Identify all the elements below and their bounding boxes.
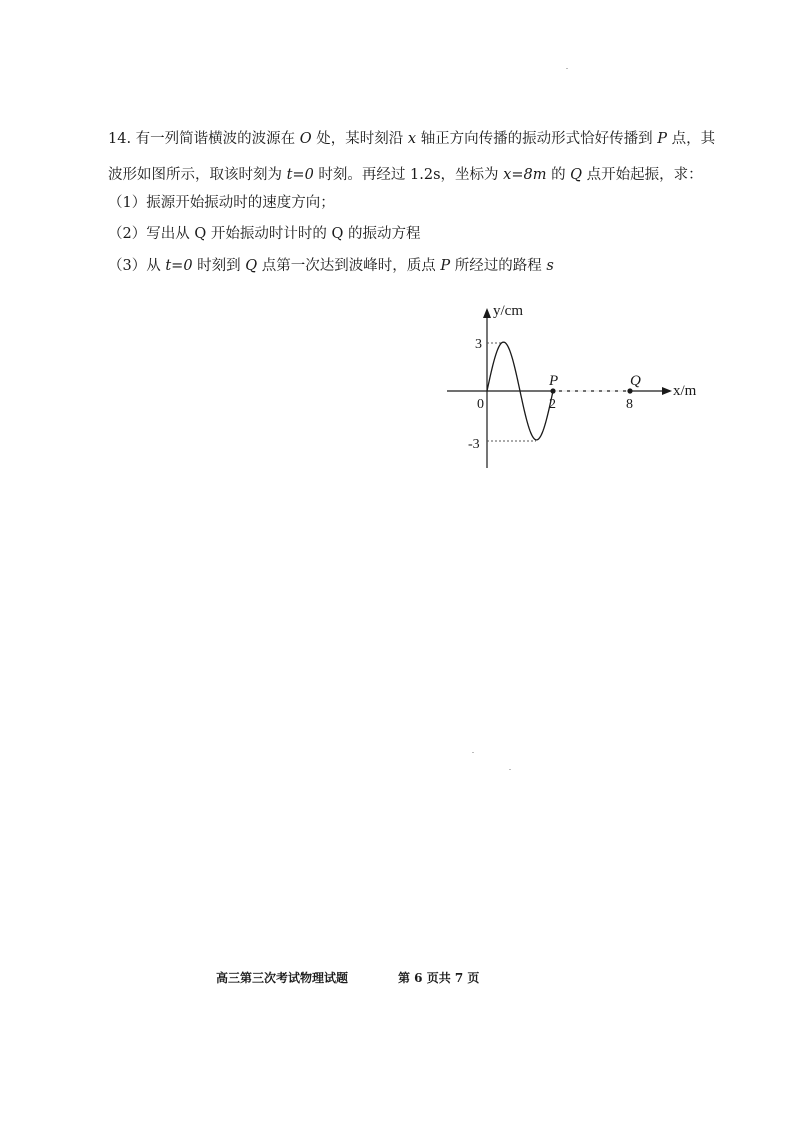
y-axis-arrow-icon xyxy=(483,308,491,318)
sub-question-label: （2） xyxy=(108,226,147,242)
var-s: s xyxy=(546,258,554,274)
scan-speck xyxy=(509,769,511,770)
scan-speck xyxy=(472,752,474,753)
sub-question-label: （3） xyxy=(108,258,147,274)
var-x: x xyxy=(407,131,417,147)
point-P-marker xyxy=(550,388,555,393)
var-t0: t=0 xyxy=(286,167,314,183)
var-Q: Q xyxy=(245,258,258,274)
intro-text: 点开始起振，求： xyxy=(586,167,703,183)
intro-text: 时刻。再经过 1.2s，坐标为 xyxy=(318,167,499,183)
scan-speck xyxy=(566,68,568,69)
footer-title: 高三第三次考试物理试题 xyxy=(216,971,349,985)
sub-question-3 xyxy=(108,256,554,276)
var-P: P xyxy=(440,258,451,274)
sub-question-text: 振源开始振动时的速度方向； xyxy=(146,195,335,211)
intro-text: 的 xyxy=(551,167,566,183)
sub-question-1 xyxy=(108,193,335,213)
intro-text: 波形如图所示，取该时刻为 xyxy=(108,167,282,183)
y-tick-top: 3 xyxy=(475,337,482,352)
footer-page-number: 第 6 页共 7 页 xyxy=(398,971,480,985)
var-t0: t=0 xyxy=(165,258,193,274)
question-intro-line-2 xyxy=(108,165,703,185)
sub-question-2 xyxy=(108,224,420,244)
x-axis-label: x/m xyxy=(673,383,697,399)
question-intro-line-1 xyxy=(108,129,715,149)
sub-question-text: 所经过的路程 xyxy=(454,258,542,274)
y-axis-label: y/cm xyxy=(493,303,523,319)
origin-label: 0 xyxy=(477,397,484,412)
sub-question-text: 从 xyxy=(146,258,161,274)
intro-text: 处，某时刻沿 xyxy=(316,131,404,147)
var-Q: Q xyxy=(570,167,583,183)
sub-question-text: 写出从 Q 开始振动时计时的 Q 的振动方程 xyxy=(146,226,421,242)
var-O: O xyxy=(299,131,312,147)
wave-figure xyxy=(440,298,710,478)
sub-question-label: （1） xyxy=(108,195,147,211)
x-tick-P: 2 xyxy=(549,397,556,412)
sub-question-text: 点第一次达到波峰时，质点 xyxy=(261,258,436,274)
point-P-label: P xyxy=(549,373,559,389)
y-tick-bottom: -3 xyxy=(468,437,480,452)
x-tick-Q: 8 xyxy=(626,397,633,412)
sub-question-text: 时刻到 xyxy=(197,258,241,274)
intro-text: 轴正方向传播的振动形式恰好传播到 xyxy=(420,131,653,147)
intro-text: 有一列简谐横波的波源在 xyxy=(135,131,296,147)
point-Q-label: Q xyxy=(630,373,641,389)
var-P: P xyxy=(657,131,668,147)
var-x8: x=8m xyxy=(503,167,547,183)
question-number: 14. xyxy=(108,131,132,147)
intro-text: 点，其 xyxy=(671,131,716,147)
x-axis-arrow-icon xyxy=(662,387,672,395)
point-Q-marker xyxy=(627,388,632,393)
